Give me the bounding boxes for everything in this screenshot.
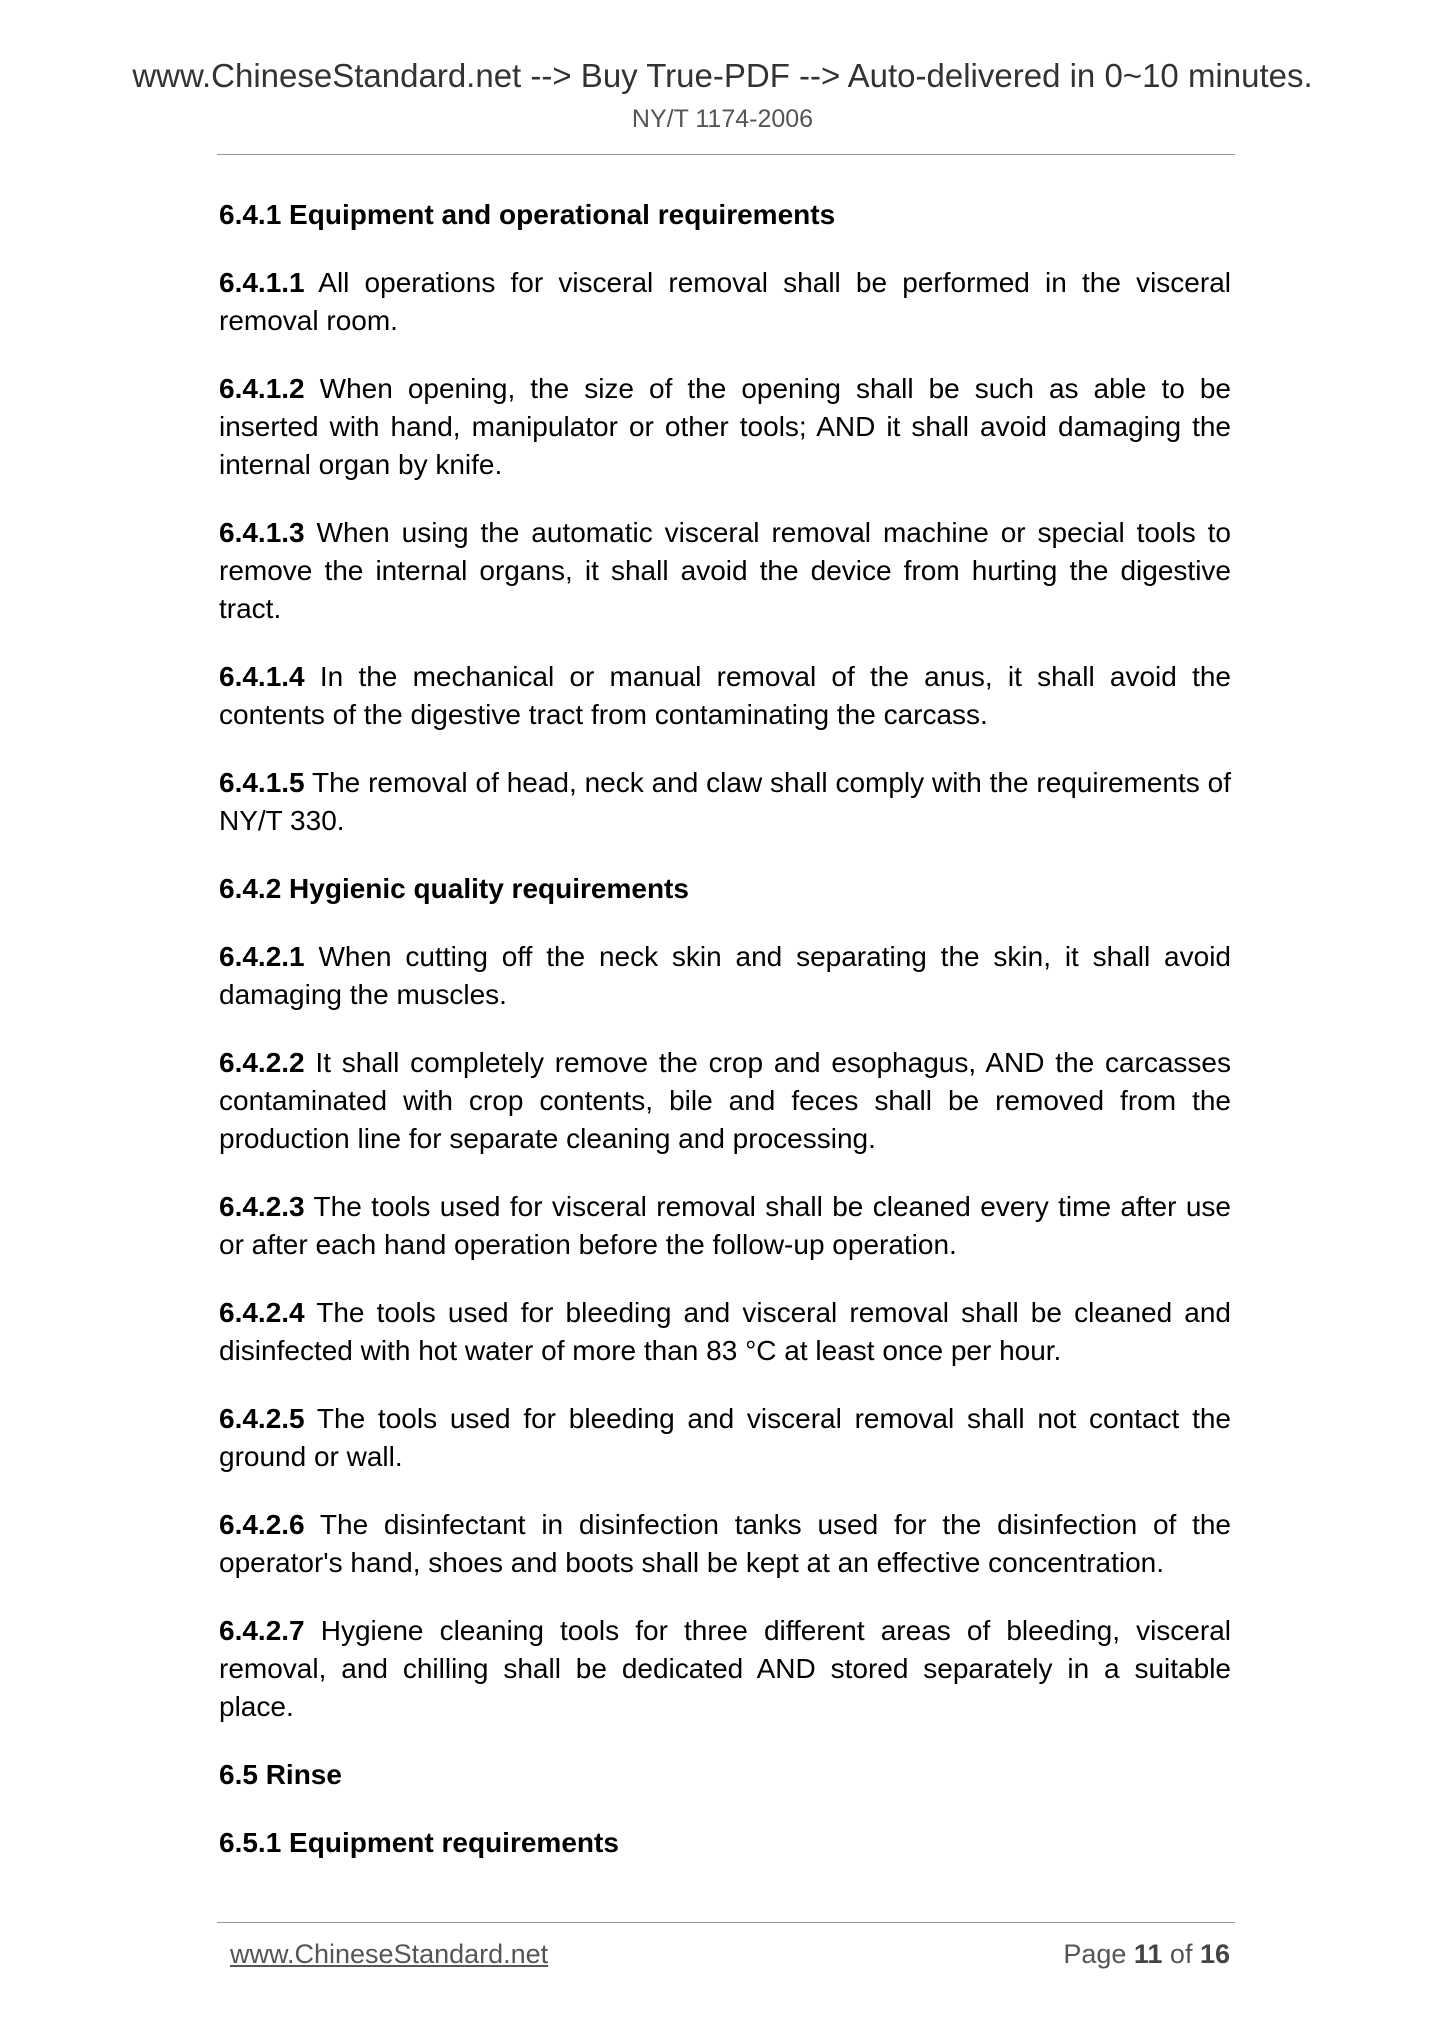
clause-text: It shall completely remove the crop and esophagus, AND the carcasses contaminated with crop contents, bile and feces shall be removed from the production line for separate cleaning and processing. (219, 1047, 1231, 1154)
clause-text: When cutting off the neck skin and separating the skin, it shall avoid damaging the muscles. (219, 941, 1231, 1010)
clause-text: When opening, the size of the opening shall be such as able to be inserted with hand, manipulator or other tools; AND it shall avoid damaging the internal organ by knife. (219, 373, 1231, 480)
clause-text: The tools used for bleeding and visceral removal shall be cleaned and disinfected with hot water of more than 83 °C at least once per hour. (219, 1297, 1231, 1366)
clause-6-4-2-5 (219, 1400, 1231, 1476)
footer-website-link[interactable]: www.ChineseStandard.net (230, 1939, 549, 1969)
clause-6-4-1-3 (219, 514, 1231, 628)
document-body (219, 196, 1231, 1892)
header-divider (217, 154, 1235, 155)
clause-number: 6.4.2.6 (219, 1509, 305, 1540)
page-prefix: Page (1063, 1939, 1134, 1969)
clause-6-4-1-4 (219, 658, 1231, 734)
clause-6-4-2-2 (219, 1044, 1231, 1158)
clause-6-4-1-5 (219, 764, 1231, 840)
footer-divider (217, 1922, 1235, 1923)
clause-number: 6.4.1.1 (219, 267, 305, 298)
clause-6-4-2-1 (219, 938, 1231, 1014)
section-heading-6-4-1: 6.4.1 Equipment and operational requirements (219, 199, 836, 230)
section-heading-6-5: 6.5 Rinse (219, 1759, 342, 1790)
clause-number: 6.4.1.3 (219, 517, 305, 548)
page-of: of (1162, 1939, 1200, 1969)
clause-6-4-1-2 (219, 370, 1231, 484)
clause-number: 6.4.1.5 (219, 767, 305, 798)
clause-text: The tools used for visceral removal shall be cleaned every time after use or after each hand operation before the follow-up operation. (219, 1191, 1231, 1260)
clause-number: 6.4.1.2 (219, 373, 305, 404)
page-total: 16 (1199, 1939, 1230, 1969)
clause-text: When using the automatic visceral removal machine or special tools to remove the internal organs, it shall avoid the device from hurting the digestive tract. (219, 517, 1231, 624)
section-heading-6-5-1: 6.5.1 Equipment requirements (219, 1827, 619, 1858)
clause-number: 6.4.1.4 (219, 661, 305, 692)
top-banner-link[interactable]: www.ChineseStandard.net --> Buy True-PDF --> Auto-delivered in 0~10 minutes. (132, 57, 1313, 94)
clause-number: 6.4.2.5 (219, 1403, 305, 1434)
clause-6-4-2-3 (219, 1188, 1231, 1264)
clause-number: 6.4.2.1 (219, 941, 305, 972)
section-heading-6-4-2: 6.4.2 Hygienic quality requirements (219, 873, 689, 904)
clause-text: Hygiene cleaning tools for three different areas of bleeding, visceral removal, and chilling shall be dedicated AND stored separately in a suitable place. (219, 1615, 1231, 1722)
clause-6-4-2-6 (219, 1506, 1231, 1582)
clause-6-4-1-1 (219, 264, 1231, 340)
clause-6-4-2-4 (219, 1294, 1231, 1370)
clause-number: 6.4.2.3 (219, 1191, 305, 1222)
clause-number: 6.4.2.4 (219, 1297, 305, 1328)
clause-text: The removal of head, neck and claw shall comply with the requirements of NY/T 330. (219, 767, 1231, 836)
clause-text: In the mechanical or manual removal of the anus, it shall avoid the contents of the digestive tract from contaminating the carcass. (219, 661, 1231, 730)
document-code: NY/T 1174-2006 (631, 105, 814, 133)
page-current: 11 (1133, 1939, 1163, 1969)
clause-text: All operations for visceral removal shall be performed in the visceral removal room. (219, 267, 1231, 336)
clause-number: 6.4.2.2 (219, 1047, 305, 1078)
clause-text: The disinfectant in disinfection tanks used for the disinfection of the operator's hand, shoes and boots shall be kept at an effective concentration. (219, 1509, 1231, 1578)
clause-6-4-2-7 (219, 1612, 1231, 1726)
clause-number: 6.4.2.7 (219, 1615, 305, 1646)
page-indicator (1063, 1937, 1230, 1971)
clause-text: The tools used for bleeding and visceral removal shall not contact the ground or wall. (219, 1403, 1231, 1472)
